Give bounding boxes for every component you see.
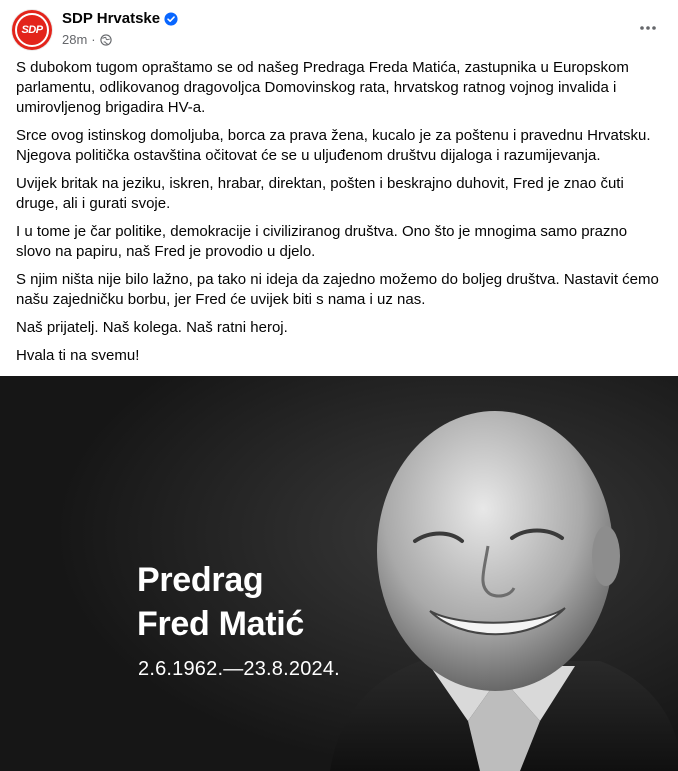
post-paragraph: Srce ovog istinskog domoljuba, borca za prava žena, kucalo je za poštenu i pravednu Hrvatsku. Njegova politička ostavština očitovat će se u uljuđenom društvu dijaloga i razumijevanja. <box>16 127 651 164</box>
memorial-photo[interactable] <box>0 376 678 771</box>
post-text <box>0 58 678 366</box>
globe-icon <box>100 34 112 46</box>
memorial-name-last: Fred Matić <box>137 605 305 643</box>
post-paragraph: Naš prijatelj. Naš kolega. Naš ratni heroj. <box>16 319 288 336</box>
more-options-button[interactable] <box>632 12 664 44</box>
post-paragraph: Uvijek britak na jeziku, iskren, hrabar, direktan, pošten i beskrajno duhovit, Fred je znao čuti druge, ali i gurati svoje. <box>16 175 624 212</box>
post-paragraph: S dubokom tugom opraštamo se od našeg Predraga Freda Matića, zastupnika u Europskom parlamentu, odlikovanog dragovoljca Domovinskog rata, hrvatskog ratnog vojnog invalida i umirovljenog brigadira HV-a. <box>16 59 629 116</box>
meta-separator: · <box>91 32 96 47</box>
memorial-name-first: Predrag <box>137 561 264 599</box>
post-timestamp[interactable]: 28m <box>62 32 88 47</box>
page-avatar[interactable] <box>12 10 52 50</box>
more-horizontal-icon <box>638 18 658 38</box>
page-name-link[interactable] <box>62 10 178 27</box>
post-header <box>0 0 678 58</box>
post-meta <box>62 32 112 47</box>
sdp-logo: SDP <box>15 13 49 47</box>
memorial-dates: 2.6.1962.—23.8.2024. <box>138 658 340 680</box>
post-paragraph: Hvala ti na svemu! <box>16 347 140 364</box>
page-name: SDP Hrvatske <box>62 10 161 27</box>
post-paragraph: S njim ništa nije bilo lažno, pa tako ni ideja da zajedno možemo do boljeg društva. Nastavit ćemo našu zajedničku borbu, jer Fred će uvijek biti s nama i uz nas. <box>16 271 659 308</box>
portrait-illustration <box>0 376 678 771</box>
post-paragraph: I u tome je čar politike, demokracije i civiliziranog društva. Ono što je mnogima samo prazno slovo na papiru, naš Fred je provodio u djelo. <box>16 223 628 260</box>
verified-badge-icon <box>164 12 178 26</box>
